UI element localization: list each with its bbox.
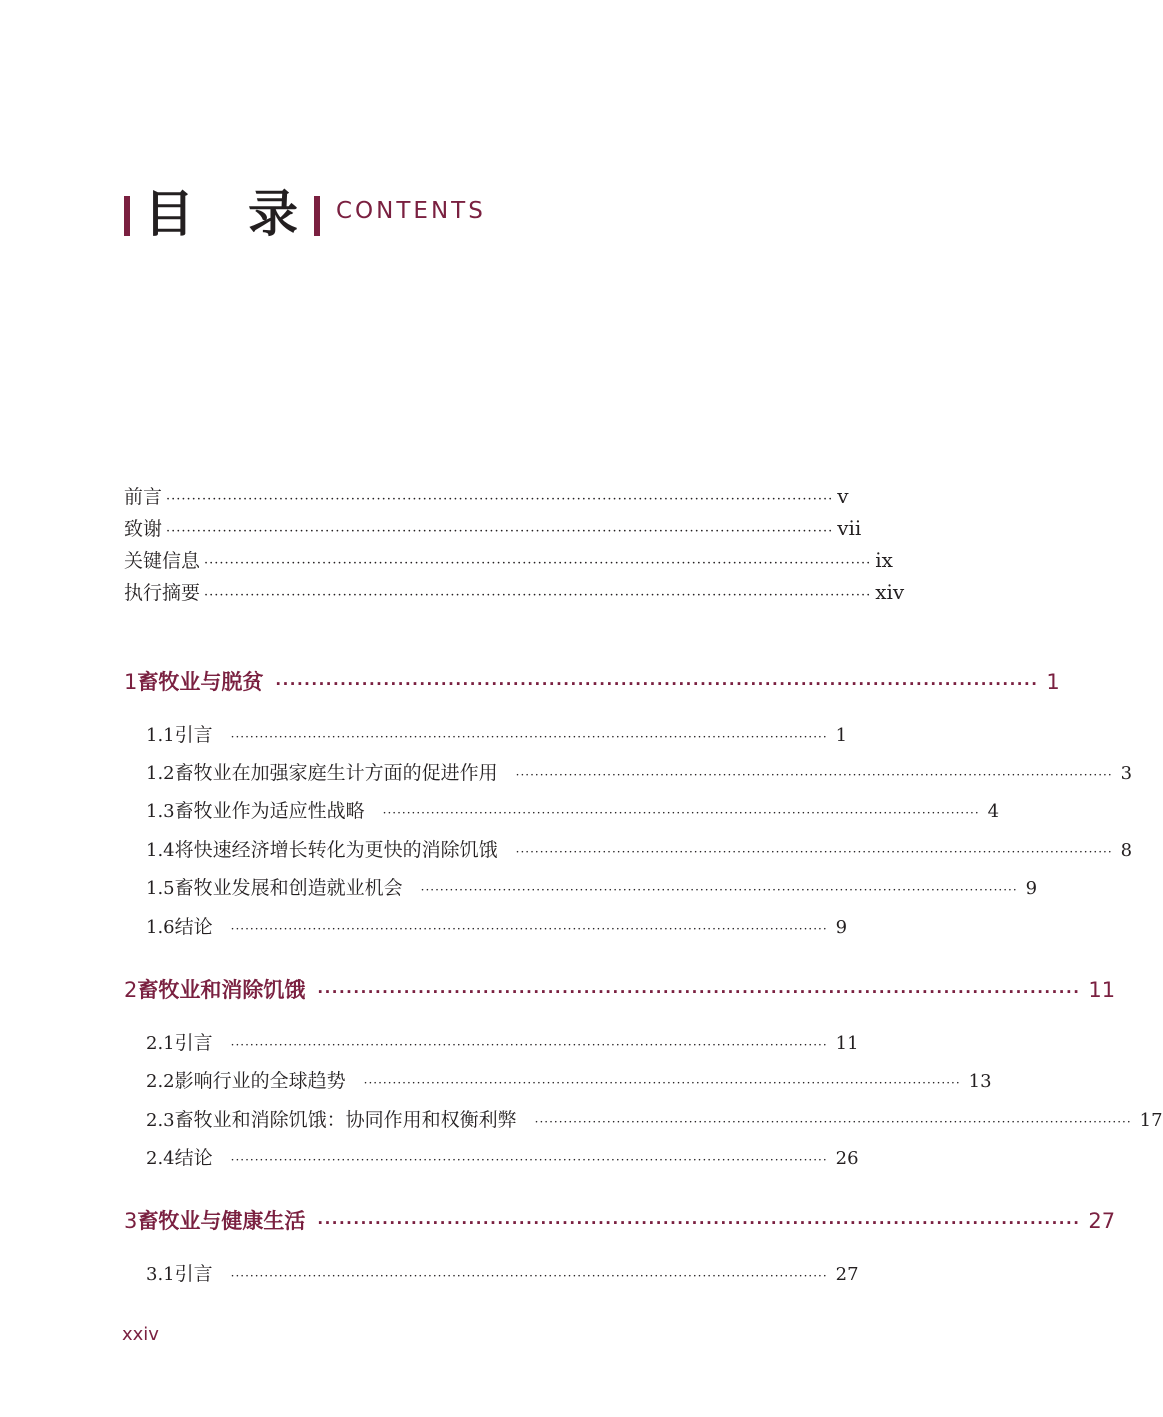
section-page-number: 3 (1120, 763, 1133, 784)
leader-dots: ·································································································································· (204, 556, 872, 571)
section-page-number: 17 (1139, 1110, 1163, 1131)
toc-section[interactable] (146, 796, 1000, 826)
heading-zh-char-2: 录 (248, 185, 298, 243)
heading-bar-right (314, 196, 320, 236)
chapter-title: 畜牧业与健康生活 (137, 1209, 306, 1233)
toc-front-item[interactable] (124, 578, 905, 608)
heading-en: CONTENTS (336, 198, 486, 224)
section-number: 1.2 (146, 763, 175, 784)
leader-dots: ···························································································································· (515, 768, 1113, 782)
section-page-number: 9 (835, 917, 848, 938)
chapter-title: 畜牧业与脱贫 (137, 670, 264, 694)
heading-bar-left (124, 196, 130, 236)
toc-section[interactable] (146, 1066, 992, 1096)
section-number: 2.3 (146, 1110, 175, 1131)
section-title: 畜牧业发展和创造就业机会 (174, 877, 403, 899)
page-folio: xxiv (122, 1324, 159, 1345)
section-number: 2.4 (146, 1148, 175, 1169)
section-number: 1.5 (146, 878, 175, 899)
toc-entry-label: 关键信息 (124, 550, 201, 572)
leader-dots: ···························································································································· (230, 1269, 828, 1283)
toc-entry-label: 前言 (124, 486, 163, 508)
toc-entry-label: 执行摘要 (124, 582, 201, 604)
leader-dots: ···························································································································· (230, 730, 828, 744)
toc-front-item[interactable] (124, 546, 893, 576)
toc-section[interactable] (146, 835, 1133, 865)
section-page-number: 26 (835, 1148, 859, 1169)
section-title: 引言 (174, 1263, 213, 1285)
chapter-number: 1 (124, 670, 138, 694)
section-title: 结论 (174, 1147, 213, 1169)
section-page-number: 13 (968, 1071, 992, 1092)
toc-section[interactable] (146, 1028, 859, 1058)
section-number: 3.1 (146, 1264, 175, 1285)
toc-page-number: vii (837, 516, 862, 540)
section-title: 畜牧业和消除饥饿：协同作用和权衡利弊 (174, 1109, 517, 1131)
section-number: 2.1 (146, 1033, 175, 1054)
chapter-page-number: 1 (1046, 670, 1060, 694)
toc-entry-label: 致谢 (124, 518, 163, 540)
section-page-number: 4 (987, 801, 1000, 822)
toc-chapter-1[interactable] (124, 666, 1060, 698)
section-page-number: 27 (835, 1264, 859, 1285)
chapter-title: 畜牧业和消除饥饿 (137, 978, 306, 1002)
leader-dots: ···························································································································· (420, 883, 1018, 897)
toc-chapter-3[interactable] (124, 1205, 1116, 1237)
leader-dots: ···························································································································· (230, 1153, 828, 1167)
leader-dots: ···························································································································· (382, 806, 980, 820)
leader-dots: ·········································································································· (317, 983, 1081, 1001)
toc-page-number: xiv (875, 580, 905, 604)
section-page-number: 1 (835, 725, 848, 746)
section-page-number: 9 (1025, 878, 1038, 899)
leader-dots: ···························································································································· (230, 1038, 828, 1052)
section-number: 1.6 (146, 917, 175, 938)
section-title: 结论 (174, 916, 213, 938)
section-title: 将快速经济增长转化为更快的消除饥饿 (174, 839, 498, 861)
toc-section[interactable] (146, 912, 848, 942)
leader-dots: ···························································································································· (515, 845, 1113, 859)
chapter-page-number: 27 (1088, 1209, 1116, 1233)
leader-dots: ···························································································································· (363, 1076, 961, 1090)
section-number: 1.3 (146, 801, 175, 822)
toc-front-item[interactable] (124, 482, 848, 512)
toc-section[interactable] (146, 1259, 859, 1289)
section-page-number: 11 (835, 1033, 859, 1054)
section-title: 引言 (174, 1032, 213, 1054)
leader-dots: ···························································································································· (230, 922, 828, 936)
section-title: 影响行业的全球趋势 (174, 1070, 346, 1092)
section-title: 引言 (174, 724, 213, 746)
section-number: 1.4 (146, 840, 175, 861)
section-title: 畜牧业在加强家庭生计方面的促进作用 (174, 762, 498, 784)
toc-section[interactable] (146, 1143, 859, 1173)
toc-section[interactable] (146, 758, 1133, 788)
toc-section[interactable] (146, 873, 1038, 903)
leader-dots: ·································································································································· (204, 588, 872, 603)
chapter-page-number: 11 (1088, 978, 1116, 1002)
heading-zh-char-1: 目 (144, 185, 194, 243)
chapter-number: 2 (124, 978, 138, 1002)
leader-dots: ·········································································································· (275, 675, 1039, 693)
toc-chapter-2[interactable] (124, 974, 1116, 1006)
leader-dots: ···························································································································· (534, 1115, 1132, 1129)
leader-dots: ·································································································································· (166, 492, 834, 507)
toc-page-number: ix (875, 548, 893, 572)
chapter-number: 3 (124, 1209, 138, 1233)
toc-front-item[interactable] (124, 514, 862, 544)
section-number: 2.2 (146, 1071, 175, 1092)
toc-section[interactable] (146, 720, 848, 750)
section-number: 1.1 (146, 725, 175, 746)
toc-section[interactable] (146, 1105, 1163, 1135)
section-page-number: 8 (1120, 840, 1133, 861)
toc-page-number: v (837, 484, 849, 508)
leader-dots: ·································································································································· (166, 524, 834, 539)
leader-dots: ·········································································································· (317, 1214, 1081, 1232)
section-title: 畜牧业作为适应性战略 (174, 800, 365, 822)
